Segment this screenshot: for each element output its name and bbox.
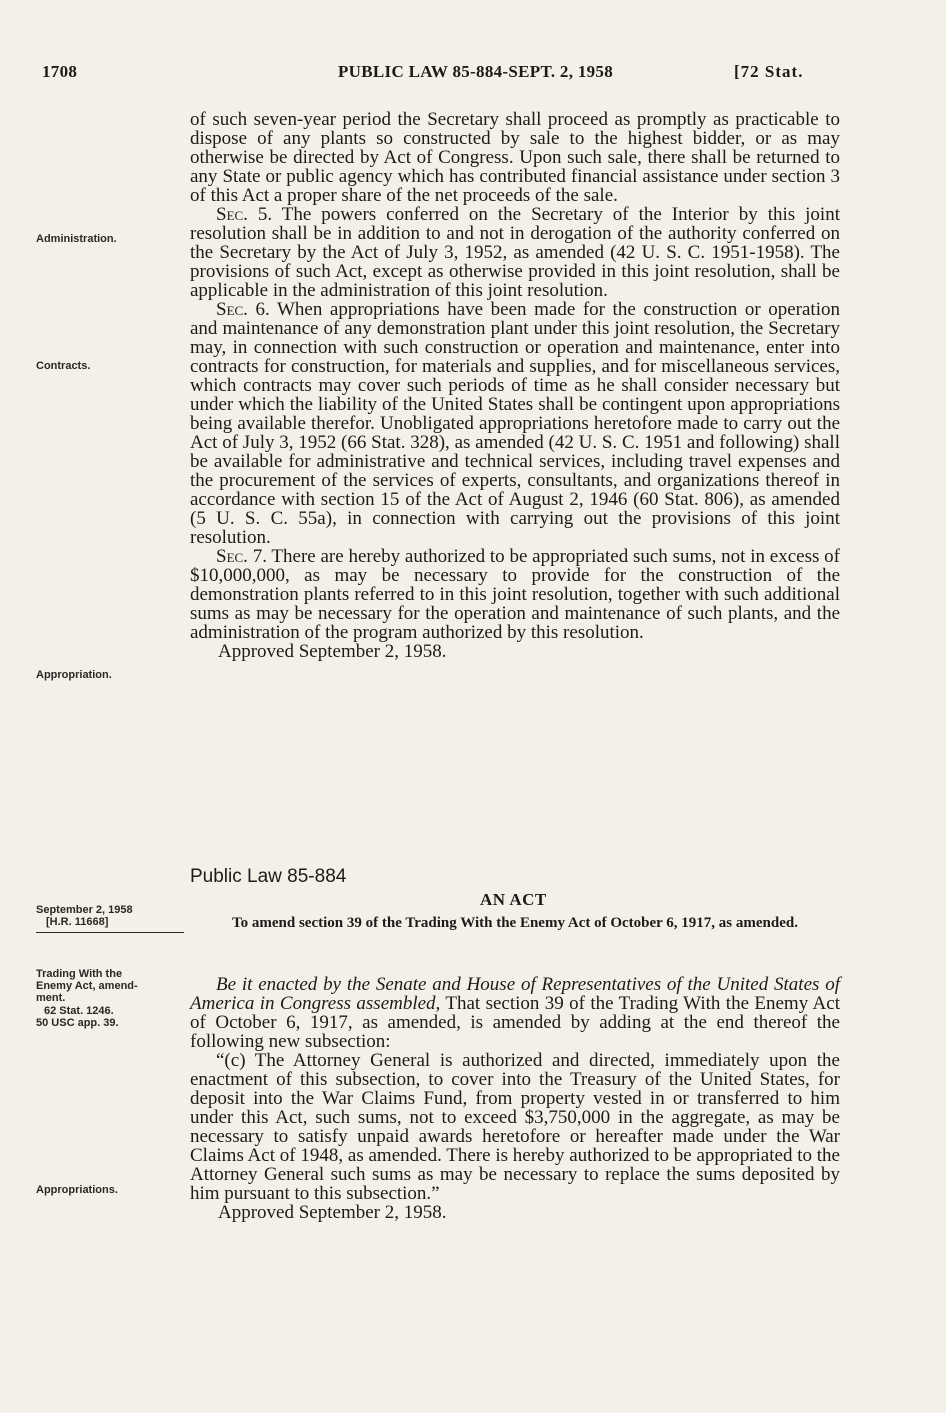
act-purpose: To amend section 39 of the Trading With the Enemy Act of October 6, 1917, as amended.: [232, 915, 798, 931]
section-6: [190, 300, 840, 547]
enacting-clause: [190, 975, 840, 1051]
section-7-text: There are hereby authorized to be appropriated such sums, not in excess of $10,000,000, as may be necessary to provide for the construction of the demonstration plants referred to in this joint resolution, together with such additional sums as may be necessary for the operation and maintenance of such plants, and the administration of the program authorized by this resolution.: [190, 546, 840, 643]
section-5-text: The powers conferred on the Secretary of the Interior by this joint resolution shall be in addition to and not in derogation of the authority conferred on the Secretary by the Act of July 3, 1952, as amended (42 U. S. C. 1951-1958). The provisions of such Act, except as otherwise provided in this joint resolution, shall be applicable in the administration of this joint resolution.: [190, 204, 840, 301]
enacting-clause-italic: Be it enacted by the Senate and House of Representatives of the United States of America in Congress assembled,: [190, 974, 840, 1014]
body-upper: [190, 110, 840, 661]
body-lower: [190, 975, 840, 1222]
volume-reference: [72 Stat.: [734, 62, 804, 81]
section-5-label: Sec. 5.: [216, 204, 273, 225]
section-7: [190, 547, 840, 642]
an-act-heading: AN ACT: [480, 890, 547, 909]
subsection-c: “(c) The Attorney General is authorized and directed, immediately upon the enactment of this subsection, to cover into the Treasury of the United States, for deposit into the War Claims Fund, from property vested in or transferred to him under this Act, such sums, not to exceed $3,750,000 in the aggregate, as may be necessary to satisfy unpaid awards heretofore or hereafter made under the War Claims Act of 1948, as amended. There is hereby authorized to be appropriated to the Attorney General such sums as may be necessary to replace the sums deposited by him pursuant to this subsection.”: [190, 1050, 840, 1204]
section-5: [190, 205, 840, 300]
approved-line-1: Approved September 2, 1958.: [218, 641, 447, 662]
margin-note-appropriation: Appropriation.: [36, 669, 112, 681]
margin-note-contracts: Contracts.: [36, 360, 91, 372]
margin-note-stat: 62 Stat. 1246.: [44, 1005, 114, 1017]
section-6-text: When appropriations have been made for the construction or operation and maintenance of any demonstration plant under this joint resolution, the Secretary may, in connection with such construction or operation and maintenance, enter into contracts for construction, for materials and supplies, and for miscellaneous services, which contracts may cover such periods of time as he shall consider necessary but under which the liability of the United States shall be contingent upon appropriations being available therefor. Unobligated appropriations heretofore made to carry out the Act of July 3, 1952 (66 Stat. 328), as amended (42 U. S. C. 1951 and following) shall be available for administrative and technical services, including travel expenses and the procurement of the services of experts, consultants, and organizations thereof in accordance with section 15 of the Act of August 2, 1946 (60 Stat. 806), as amended (5 U. S. C. 55a), in connection with carrying out the provisions of this joint resolution.: [190, 299, 840, 548]
margin-note-trading-2: Enemy Act, amend-: [36, 980, 138, 992]
enacting-clause-text: That section 39 of the Trading With the Enemy Act of October 6, 1917, as amended, is amended by adding at the end thereof the following new subsection:: [190, 993, 840, 1052]
page-number: 1708: [42, 62, 78, 81]
margin-note-usc: 50 USC app. 39.: [36, 1017, 119, 1029]
section-6-label: Sec. 6.: [216, 299, 270, 320]
margin-note-administration: Administration.: [36, 233, 117, 245]
margin-rule: [36, 932, 184, 933]
paragraph-continuation: of such seven-year period the Secretary shall proceed as promptly as practicable to dispose of any plants so constructed by sale to the highest bidder, or as may otherwise be directed by Act of Congress. Upon such sale, there shall be returned to any State or public agency which has contributed financial assistance under section 3 of this Act a proper share of the net proceeds of the sale.: [190, 109, 840, 206]
section-7-label: Sec. 7.: [216, 546, 267, 567]
approved-line-2: Approved September 2, 1958.: [218, 1202, 447, 1223]
public-law-title: Public Law 85-884: [190, 866, 347, 887]
running-title: PUBLIC LAW 85-884-SEPT. 2, 1958: [338, 62, 614, 81]
margin-note-trading-1: Trading With the: [36, 968, 123, 980]
margin-note-appropriations: Appropriations.: [36, 1184, 118, 1196]
margin-note-bill: [H.R. 11668]: [46, 916, 109, 928]
margin-note-trading-3: ment.: [36, 992, 66, 1004]
margin-note-date: September 2, 1958: [36, 904, 133, 916]
